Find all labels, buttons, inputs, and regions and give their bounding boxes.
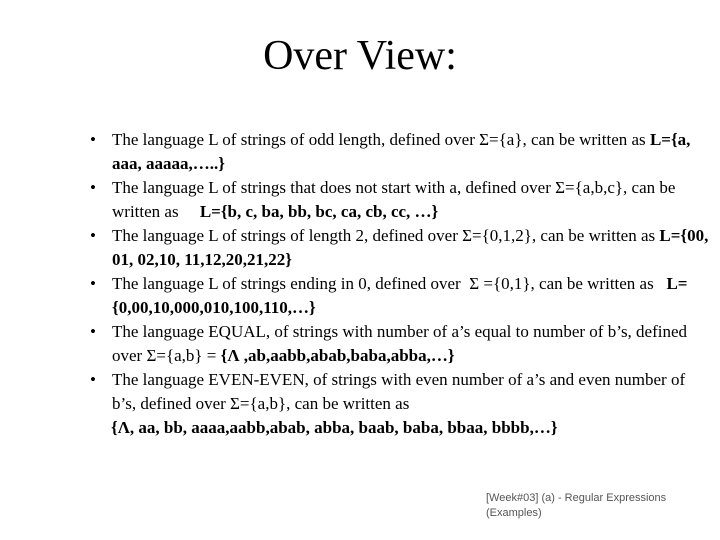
bullet-language-set: L={0,00,10,000,010,100,110,…} [112,274,688,317]
bullet-text: The language L of strings of length 2, defined over Σ={0,1,2}, can be written as [112,226,660,245]
bullet-item-not-start-with-a [90,176,712,224]
bullet-item-equal [90,320,712,368]
bullet-list [90,128,712,440]
bullet-text: The language EVEN-EVEN, of strings with even number of a’s and even number of b’s, defined over Σ={a,b}, can be written as [112,370,686,413]
bullet-text: The language L of strings of odd length, defined over Σ={a}, can be written as [112,130,650,149]
bullet-text: The language L of strings ending in 0, defined over Σ ={0,1}, can be written as [112,274,667,293]
bullet-language-set: L={00, 01, 02,10, 11,12,20,21,22} [112,226,709,269]
bullet-text: The language L of strings that does not start with a, defined over Σ={a,b,c}, can be written as [112,178,680,221]
bullet-icon: • [90,370,96,389]
bullet-icon: • [90,322,96,341]
slide-footer: [Week#03] (a) - Regular Expressions (Examples) [486,492,667,519]
bullet-icon: • [90,178,96,197]
bullet-icon: • [90,130,96,149]
bullet-icon: • [90,274,96,293]
bullet-item-odd-length [90,128,712,176]
bullet-item-ending-in-zero [90,272,712,320]
bullet-icon: • [90,226,96,245]
bullet-language-set: {Λ, aa, bb, aaaa,aabb,abab, abba, baab, baba, bbaa, bbbb,…} [111,418,558,437]
bullet-item-even-even [90,368,712,440]
bullet-language-set: L={b, c, ba, bb, bc, ca, cb, cc, …} [199,202,439,221]
slide-title: Over View: [263,33,457,79]
bullet-text: The language EQUAL, of strings with number of a’s equal to number of b’s, defined over Σ={a,b} = [112,322,688,365]
bullet-language-set: L={a, aaa, aaaaa,…..} [112,130,691,173]
bullet-item-length-two [90,224,712,272]
bullet-language-set: {Λ ,ab,aabb,abab,baba,abba,…} [220,346,455,365]
